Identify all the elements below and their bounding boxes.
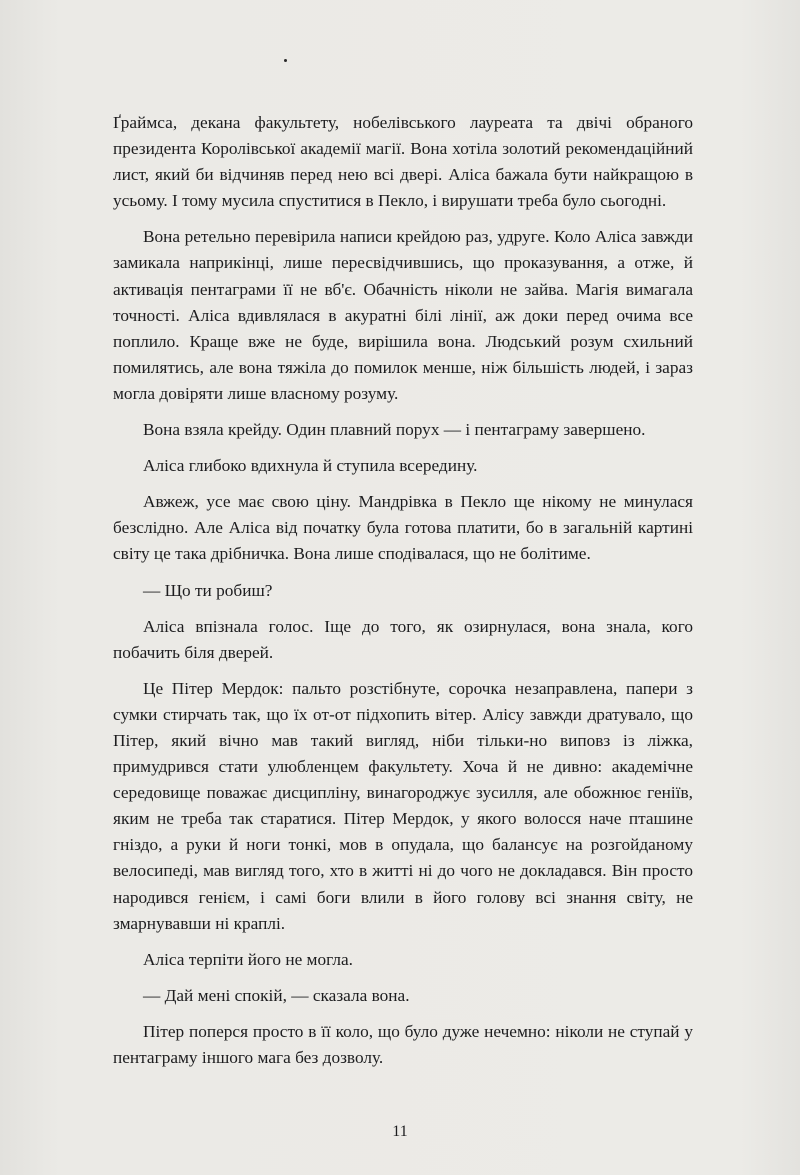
dialogue-line: — Дай мені спокій, — сказала вона. <box>143 985 410 1005</box>
paragraph: Це Пітер Мердок: пальто розстібнуте, сорочка незаправлена, папери з сумки стирчать так, що їх от-от підхопить вітер. Алісу завжди дратувало, що Пітер, який вічно мав такий вигляд, ніби тільки-но виповз із ліжка, примудрився стати улюбленцем факультету. Хоча й не дивно: академічне середовище поважає дисципліну, винагороджує зусилля, але обожнює геніїв, яким не треба так старатися. Пітер Мердок, у якого волосся наче пташине гніздо, а руки й ноги тонкі, мов в опудала, що балансує на розгойданому велосипеді, мав вигляд того, хто в житті ні до чого не докладався. Він просто народився генієм, і самі боги влили в його голову всі знання світу, не змарнувавши ні краплі. <box>113 678 693 933</box>
paragraph: Пітер поперся просто в її коло, що було дуже нечемно: ніколи не ступай у пентаграму іншого мага без дозволу. <box>113 1021 693 1067</box>
paragraph: Вона взяла крейду. Один плавний порух — і пентаграму завершено. <box>143 420 646 440</box>
paragraph: Аліса впізнала голос. Іще до того, як озирнулася, вона знала, кого побачить біля дверей. <box>113 616 693 662</box>
paragraph: Аліса глибоко вдихнула й ступила всередину. <box>143 456 478 476</box>
dialogue-line: — Що ти робиш? <box>143 580 273 600</box>
body-text <box>113 110 693 1081</box>
ink-speck <box>284 59 287 62</box>
paragraph: Авжеж, усе має свою ціну. Мандрівка в Пекло ще нікому не минулася безслідно. Але Аліса від початку була готова платити, бо в загальній картині світу це така дрібничка. Вона лише сподівалася, що не болітиме. <box>113 492 693 564</box>
paragraph: Аліса терпіти його не могла. <box>143 949 353 969</box>
paragraph: Ґраймса, декана факультету, нобелівського лауреата та двічі обраного президента Королівської академії магії. Вона хотіла золотий рекомендаційний лист, який би відчиняв перед нею всі двері. Аліса бажала бути найкращою в усьому. І тому мусила спуститися в Пекло, і вирушати треба було сьогодні. <box>113 113 693 211</box>
page-number: 11 <box>392 1123 408 1140</box>
paragraph: Вона ретельно перевірила написи крейдою раз, удруге. Коло Аліса завжди замикала наприкінці, лише пересвідчившись, що проказування, а отже, й активація пентаграми її не вб'є. Обачність ніколи не зайва. Магія вимагала точності. Аліса вдивлялася в акуратні білі лінії, аж доки перед очима все поплило. Краще вже не буде, вирішила вона. Людський розум схильний помилятись, але вона тяжіла до помилок менше, ніж більшість людей, і зараз могла довіряти лише власному розуму. <box>113 227 693 403</box>
